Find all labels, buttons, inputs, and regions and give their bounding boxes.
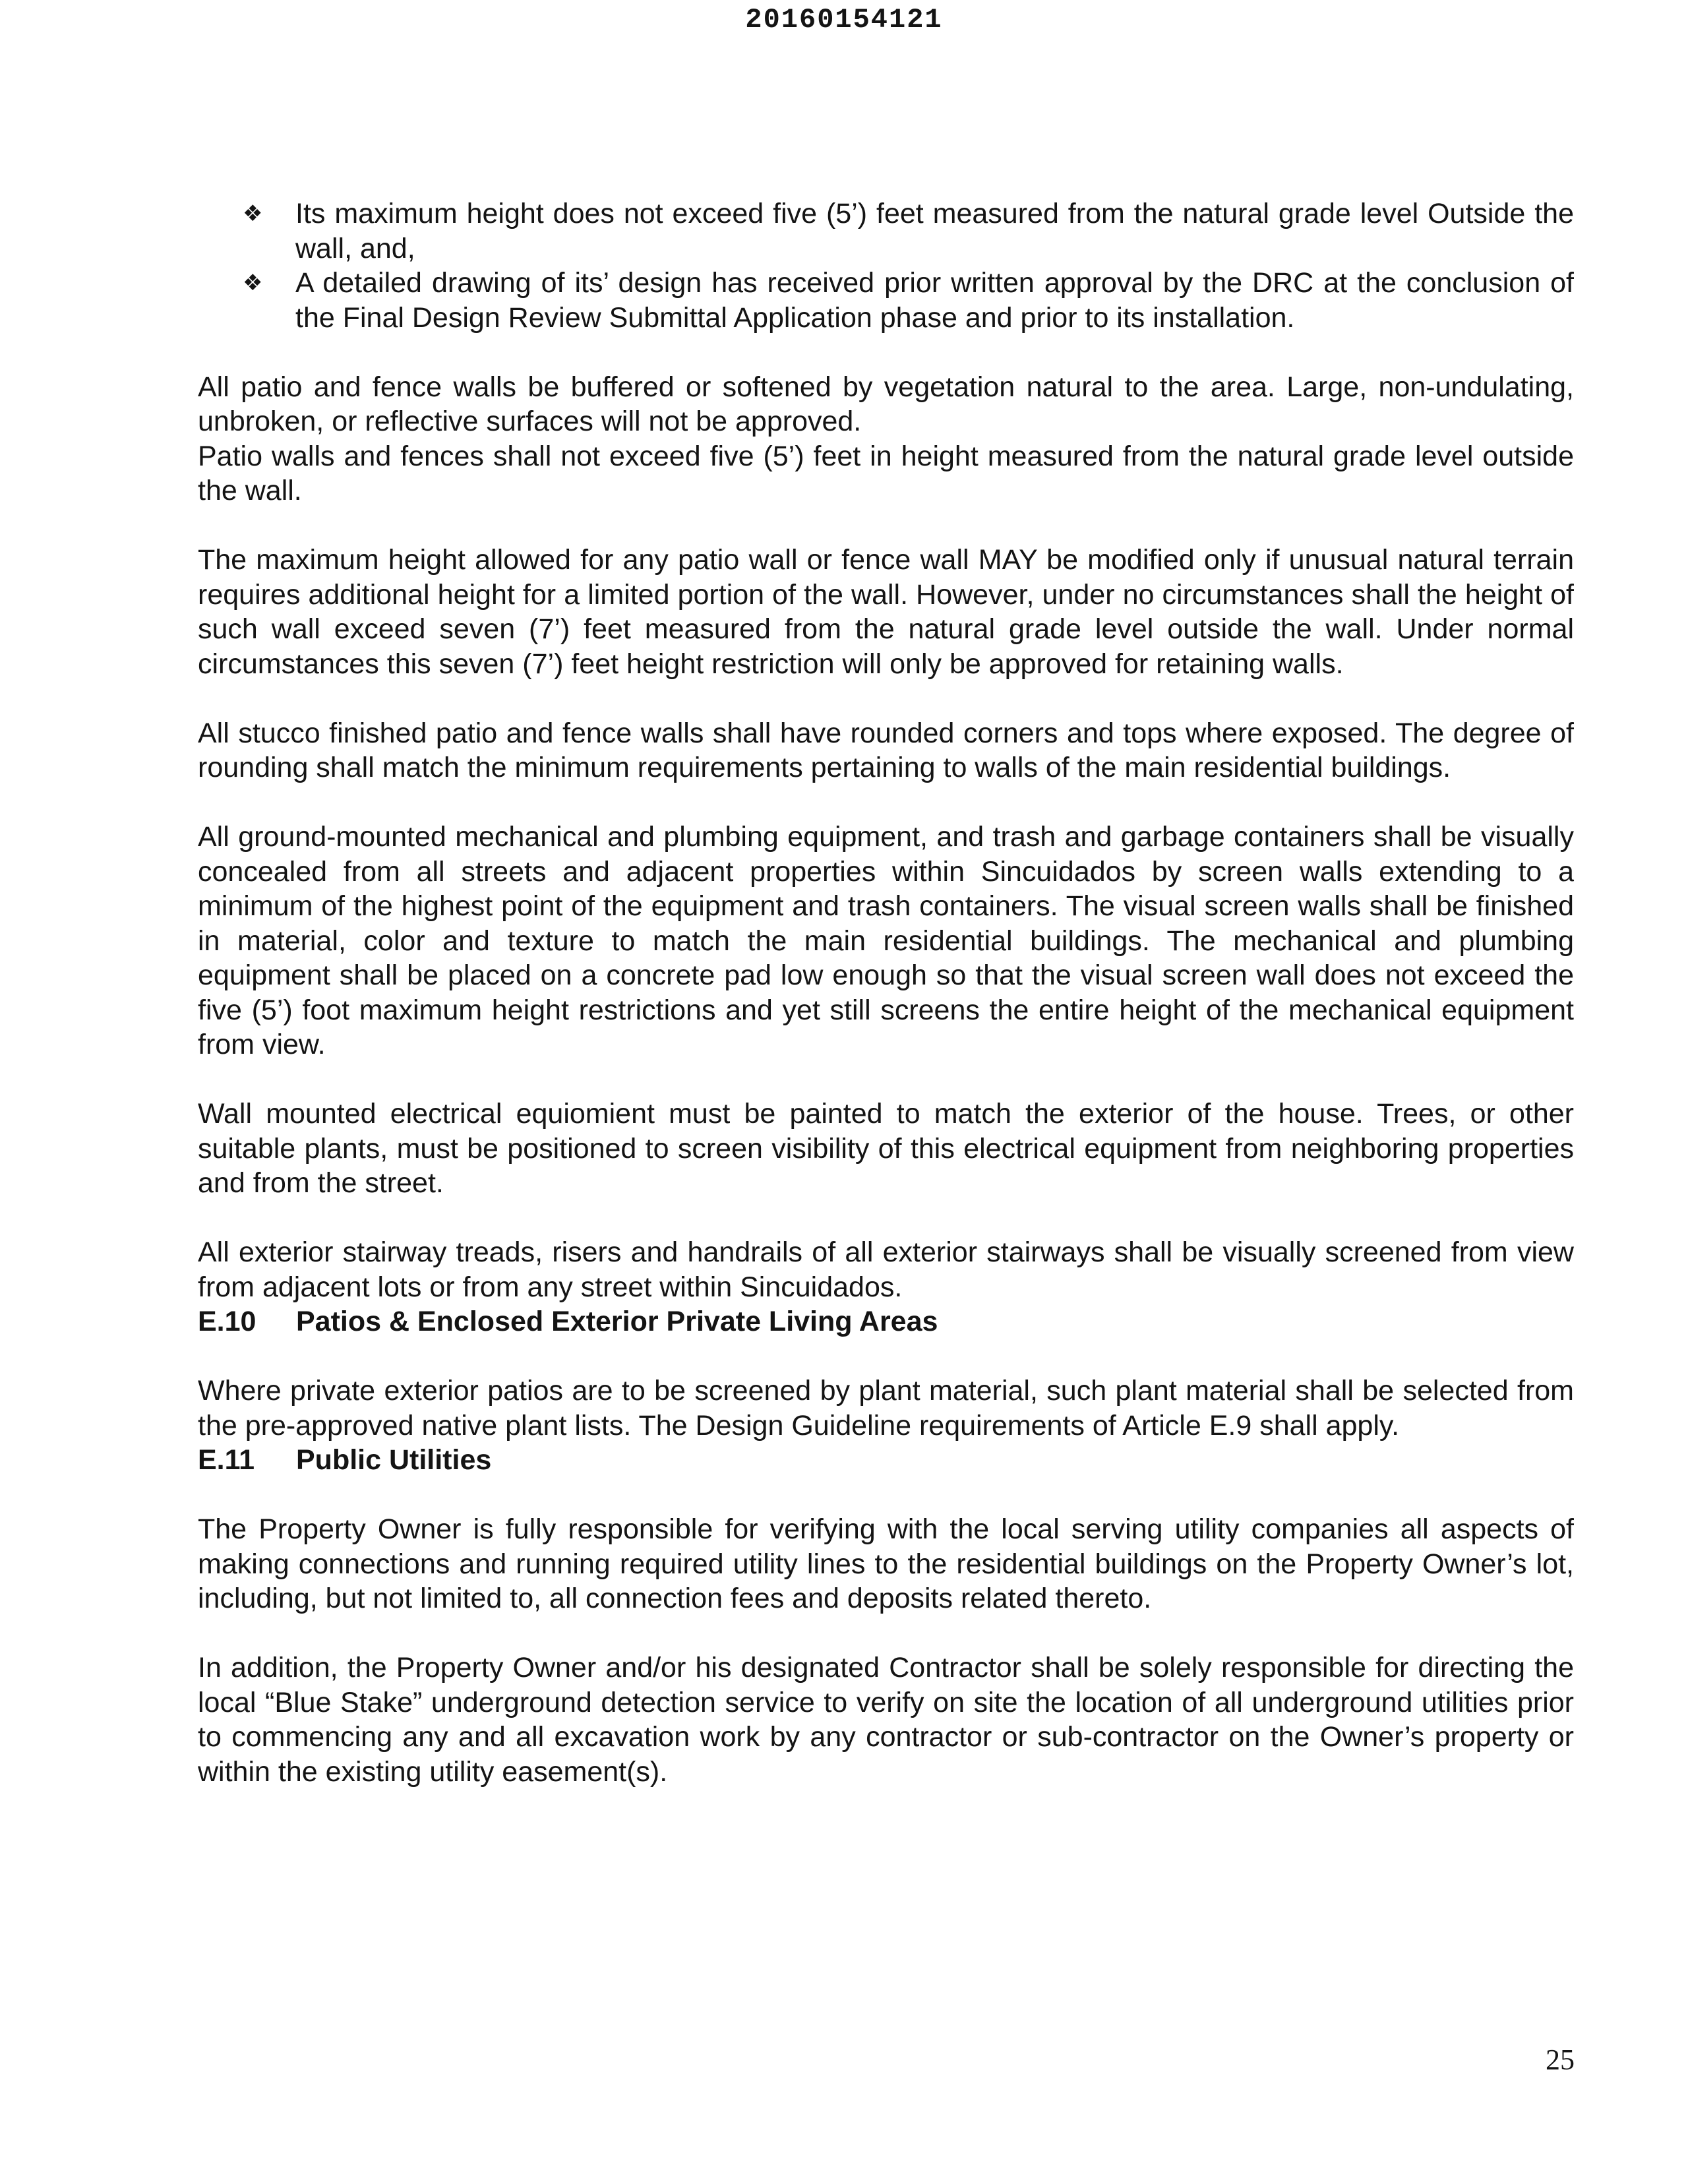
bullet-text: Its maximum height does not exceed five (5’) feet measured from the natural grade level Outside the wall, and, (295, 198, 1574, 264)
paragraph-blue-stake: In addition, the Property Owner and/or his designated Contractor shall be solely responsible for directing the local “Blue Stake” underground detection service to verify on site the location of all underground utilities prior to commencing any and all excavation work by any contractor or sub-contractor on the Owner’s property or within the existing utility easement(s). (198, 1652, 1574, 1788)
paragraph-max-height-modification: The maximum height allowed for any patio wall or fence wall MAY be modified only if unusual natural terrain requires additional height for a limited portion of the wall. However, under no circumstances shall the height of such wall exceed seven (7’) feet measured from the natural grade level outside the wall. Under normal circumstances this seven (7’) feet height restriction will only be approved for retaining walls. (198, 544, 1574, 680)
section-heading-e10 (198, 1304, 1574, 1339)
section-heading-e11 (198, 1443, 1574, 1478)
bullet-list (198, 197, 1574, 335)
paragraph-stairways: All exterior stairway treads, risers and handrails of all exterior stairways shall be visually screened from view from adjacent lots or from any street within Sincuidados. (198, 1236, 1574, 1303)
paragraph-buffered-walls: All patio and fence walls be buffered or softened by vegetation natural to the area. Large, non-undulating, unbroken, or reflective surfaces will not be approved. (198, 371, 1574, 437)
section-title: Patios & Enclosed Exterior Private Living Areas (296, 1306, 938, 1337)
diamond-bullet-icon: ❖ (243, 200, 263, 227)
bullet-item (198, 266, 1574, 335)
paragraph-equipment-screening: All ground-mounted mechanical and plumbing equipment, and trash and garbage containers shall be visually concealed from all streets and adjacent properties within Sincuidados by screen walls extending to a minimum of the highest point of the equipment and trash containers. The visual screen walls shall be finished in material, color and texture to match the main residential buildings. The mechanical and plumbing equipment shall be placed on a concrete pad low enough so that the visual screen wall does not exceed the five (5’) foot maximum height restrictions and yet still screens the entire height of the mechanical equipment from view. (198, 821, 1574, 1060)
paragraph-stucco-corners: All stucco finished patio and fence walls shall have rounded corners and tops where exposed. The degree of rounding shall match the minimum requirements pertaining to walls of the main residential buildings. (198, 717, 1574, 783)
paragraph-electrical-equipment: Wall mounted electrical equiomient must be painted to match the exterior of the house. Trees, or other suitable plants, must be positioned to screen visibility of this electrical equipment from neighboring properties and from the street. (198, 1098, 1574, 1199)
paragraph-wall-height: Patio walls and fences shall not exceed five (5’) feet in height measured from the natural grade level outside the wall. (198, 440, 1574, 506)
document-number: 20160154121 (745, 4, 943, 36)
paragraph-utilities-responsibility: The Property Owner is fully responsible for verifying with the local serving utility companies all aspects of making connections and running required utility lines to the residential buildings on the Property Owner’s lot, including, but not limited to, all connection fees and deposits related thereto. (198, 1513, 1574, 1614)
paragraph-patios: Where private exterior patios are to be screened by plant material, such plant material shall be selected from the pre-approved native plant lists. The Design Guideline requirements of Article E.9 shall apply. (198, 1375, 1574, 1441)
bullet-text: A detailed drawing of its’ design has received prior written approval by the DRC at the conclusion of the Final Design Review Submittal Application phase and prior to its installation. (295, 267, 1574, 334)
diamond-bullet-icon: ❖ (243, 270, 263, 296)
section-title: Public Utilities (296, 1444, 492, 1476)
bullet-item (198, 197, 1574, 266)
page-content (198, 197, 1574, 1789)
section-number: E.11 (198, 1444, 255, 1476)
page-number: 25 (1546, 2044, 1575, 2076)
section-number: E.10 (198, 1306, 256, 1337)
